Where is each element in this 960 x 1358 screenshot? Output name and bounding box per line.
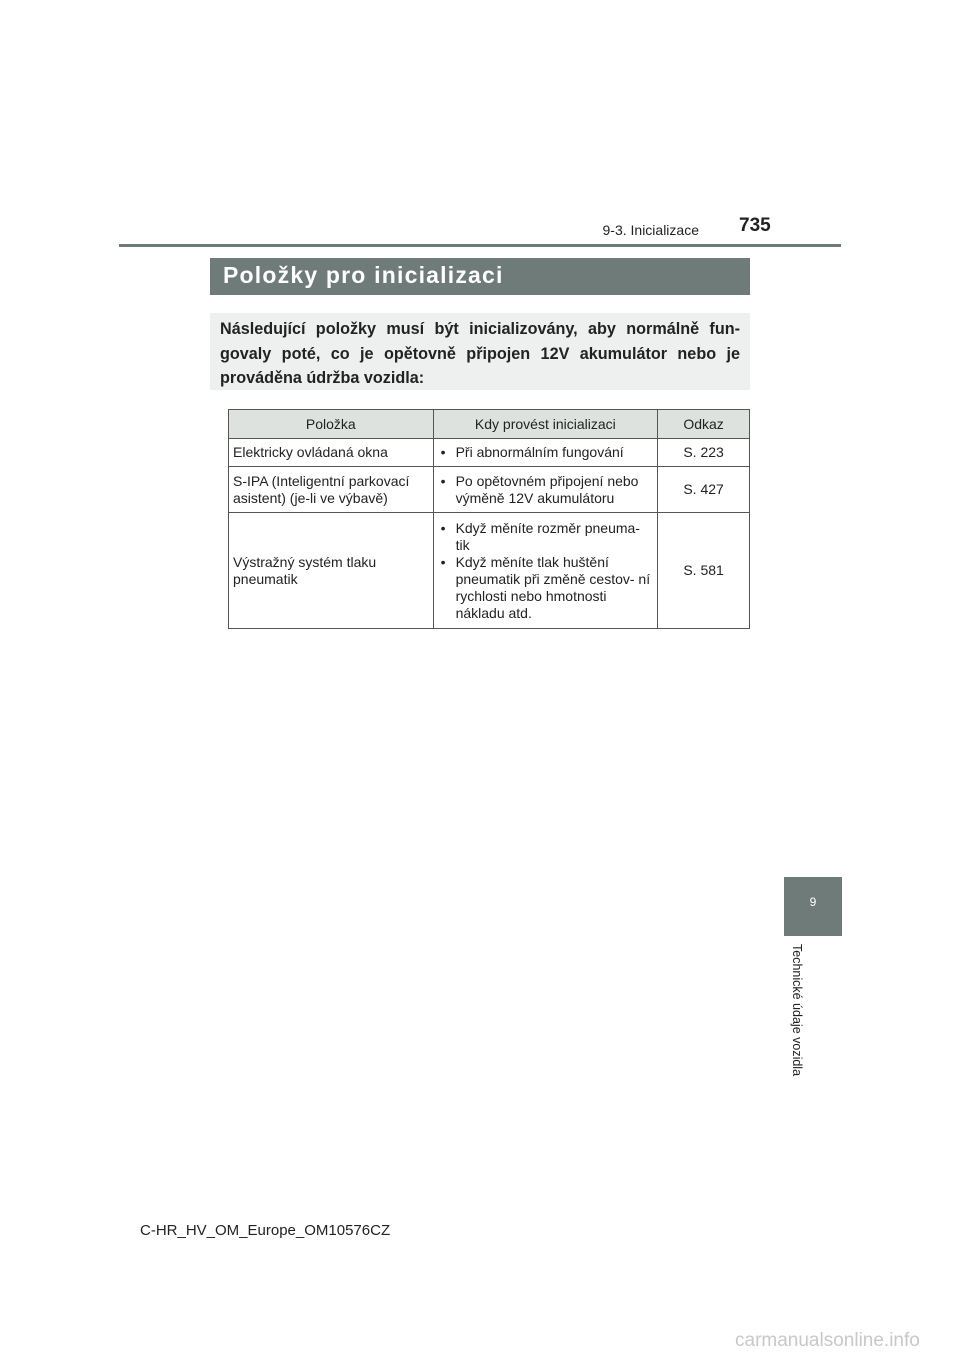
when-cell <box>433 513 658 629</box>
chapter-title <box>784 944 808 1104</box>
section-title: 9-3. Inicializace <box>602 222 699 238</box>
page-title: Položky pro inicializaci <box>223 262 504 288</box>
intro-text: Následující položky musí být inicializovány, aby normálně fun- govaly poté, co je opětovně připojen 12V akumulátor nebo je prováděna údržba vozidla: <box>220 320 740 387</box>
when-bullet: • Po opětovném připojení nebo výměně 12V akumulátoru <box>438 473 654 507</box>
reference-link[interactable]: S. 223 <box>658 439 750 467</box>
chapter-tab <box>784 877 842 936</box>
column-header-when: Kdy provést inicializaci <box>433 410 658 439</box>
initialization-table <box>228 409 750 629</box>
table-row <box>229 513 750 629</box>
column-header-item: Položka <box>229 410 434 439</box>
reference-link[interactable]: S. 427 <box>658 467 750 513</box>
chapter-title-text: Technické údaje vozidla <box>790 944 804 1077</box>
item-cell: S-IPA (Inteligentní parkovací asistent) (je-li ve výbavě) <box>229 467 434 513</box>
title-banner <box>210 258 750 295</box>
when-bullet: • Když měníte tlak huštění pneumatik při změně cestov- ní rychlosti nebo hmotnosti nákladu atd. <box>438 554 654 622</box>
page-number: 735 <box>739 215 771 236</box>
table-row <box>229 467 750 513</box>
when-bullet: • Když měníte rozměr pneuma- tik <box>438 520 654 554</box>
item-cell: Elektricky ovládaná okna <box>229 439 434 467</box>
item-cell: Výstražný systém tlaku pneumatik <box>229 513 434 629</box>
column-header-ref: Odkaz <box>658 410 750 439</box>
when-bullet: • Při abnormálním fungování <box>438 444 654 461</box>
when-cell <box>433 439 658 467</box>
intro-box <box>210 313 750 390</box>
chapter-number: 9 <box>809 895 817 909</box>
document-id: C-HR_HV_OM_Europe_OM10576CZ <box>140 1222 391 1239</box>
header-divider <box>119 244 841 247</box>
when-cell <box>433 467 658 513</box>
watermark: carmanualsonline.info <box>735 1330 920 1351</box>
table-header-row <box>229 410 750 439</box>
reference-link[interactable]: S. 581 <box>658 513 750 629</box>
table-row <box>229 439 750 467</box>
